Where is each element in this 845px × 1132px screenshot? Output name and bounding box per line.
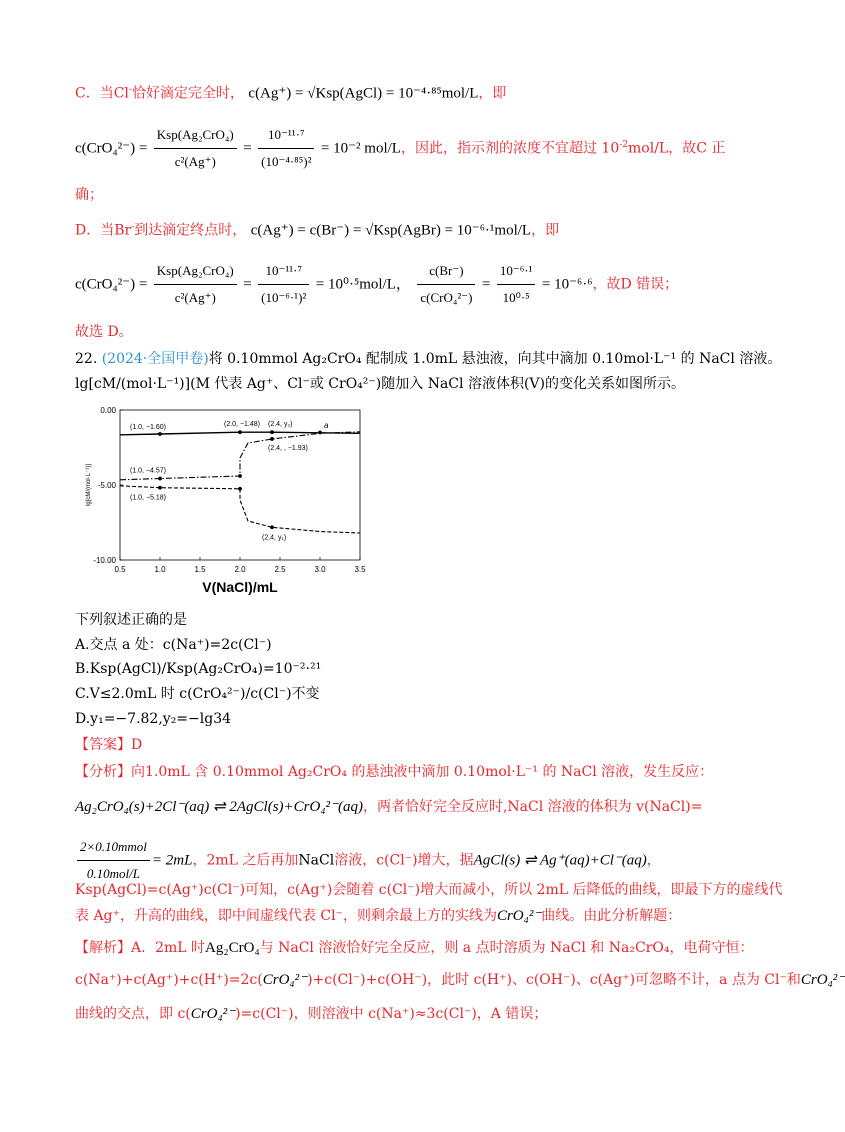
y-tick-label: -5.00 — [97, 481, 116, 490]
equation: c(Ag⁺) = c(Br⁻) = √Ksp(AgBr) = 10⁻⁶·¹mol/L — [250, 222, 532, 239]
question-number: 22. — [75, 351, 98, 367]
series-line-dashed — [120, 486, 360, 533]
explain-line1 — [75, 938, 753, 958]
option-c-end: 确； — [75, 187, 103, 203]
equation-rhs: = 10⁻⁶·⁶ — [541, 276, 593, 293]
fraction — [497, 258, 536, 311]
explain-line2 — [75, 970, 845, 990]
option-d-equation-line: c(CrO₄²⁻) = $\frac{\text{Ksp(Ag₂CrO₄)}}{\text{c²(Ag⁺)}}$ = $\frac{\text{10⁻¹¹·⁷}}{\text{(10⁻⁶·¹)²}}$ = 10⁰·⁵mol/L， $\frac{c(Br^-)}{\text{c(CrO₄²⁻)}}$ = $\frac{\text{10⁻⁶·¹}}{\text{10⁰·⁵}}$ = 10⁻⁶·⁶，故D 错误； — [75, 258, 678, 311]
question-22-line2: lg[cM/(mol·L⁻¹)](M 代表 Ag⁺、Cl⁻或 CrO₄²⁻)随加入 NaCl 溶液体积(V)的变化关系如图所示。 — [75, 376, 685, 392]
text: A．2mL 时 — [131, 940, 206, 956]
text: )+c(Cl⁻)+c(OH⁻)，此时 c(H⁺)、c(OH⁻)、c(Ag⁺)可忽略不计，a 点为 Cl⁻和 — [307, 972, 801, 988]
option-c: C.V≤2.0mL 时 c(CrO₄²⁻)/c(Cl⁻)不变 — [75, 686, 320, 702]
superscript: - — [131, 222, 135, 232]
text: NaCl — [298, 852, 335, 869]
equation: CrO₄²⁻ — [262, 972, 308, 988]
data-point — [270, 430, 274, 434]
data-label: (2.4, y₁) — [262, 534, 287, 542]
data-point — [158, 477, 162, 481]
analysis-line2 — [75, 797, 702, 817]
data-label: (2.4, y₂) — [268, 421, 293, 429]
choose-line: 故选 D。 — [75, 324, 133, 340]
text: 表 Ag⁺，升高的曲线，即中间虚线代表 Cl⁻，则剩余最上方的实线为 — [75, 908, 497, 924]
numerator: 10⁻¹¹·⁷ — [258, 122, 314, 149]
y-tick-label: 0.00 — [100, 406, 116, 415]
x-tick-label: 2.0 — [234, 565, 246, 574]
superscript: -2 — [619, 139, 629, 150]
denominator: (10⁻⁴·⁸⁵)² — [261, 154, 312, 169]
numerator: Ksp(Ag₂CrO₄) — [154, 258, 237, 285]
text: ，即 — [531, 222, 560, 239]
text: )=c(Cl⁻)，则溶液中 c(Na⁺)≈3c(Cl⁻)，A 错误； — [235, 1006, 548, 1022]
question-text: 将 0.10mmol Ag₂CrO₄ 配制成 1.0mL 悬浊液，向其中滴加 0.10mol·L⁻¹ 的 NaCl 溶液。 — [208, 351, 782, 367]
data-point — [270, 437, 274, 441]
numerator: 10⁻⁶·¹ — [497, 258, 536, 285]
equation-lhs: c(CrO₄²⁻) = — [75, 276, 148, 293]
text: 向1.0mL 含 0.10mmol Ag₂CrO₄ 的悬浊液中滴加 0.10mol·L⁻¹ 的 NaCl 溶液，发生反应： — [131, 764, 714, 780]
x-tick-label: 3.5 — [354, 565, 366, 574]
data-label: (2.4, , −1.93) — [268, 444, 308, 452]
text: ， — [646, 852, 661, 869]
option-c-analysis-line — [75, 80, 506, 104]
data-label: (1.0, −5.18) — [130, 494, 166, 502]
text: C．当Cl — [75, 85, 129, 102]
numerator: c(Br⁻) — [417, 258, 475, 285]
equation-rhs: = 10⁻² mol/L — [320, 140, 401, 157]
explain-line3 — [75, 1004, 547, 1024]
equation: AgCl(s) ⇌ Ag⁺(aq)+Cl⁻(aq) — [473, 852, 647, 869]
x-tick-label: 2.5 — [274, 565, 286, 574]
equation: CrO₄²⁻ — [496, 908, 542, 924]
fraction — [417, 258, 475, 311]
text: ，两者恰好完全反应时,NaCl 溶液的体积为 v(NaCl)= — [362, 799, 703, 815]
option-d-analysis-line — [75, 217, 559, 241]
option-c-equation-line: c(CrO₄²⁻) = $\frac{\text{Ksp(Ag₂CrO₄)}}{\text{c²(Ag⁺)}}$ = $\frac{\text{10⁻¹¹·⁷}}{\text{(10⁻⁴·⁸⁵)²}}$ = 10⁻² mol/L，因此，指示剂的浓度不宜超过 $10^{-2}mol/L$，故C 正 — [75, 122, 725, 175]
data-point — [318, 431, 322, 435]
answer-label: 【答案】 — [75, 737, 131, 753]
denominator: (10⁻⁶·¹)² — [261, 290, 307, 305]
denominator: c(CrO₄²⁻) — [420, 290, 473, 305]
y-tick-label: -10.00 — [93, 556, 116, 565]
option-b: B.Ksp(AgCl)/Ksp(Ag₂CrO₄)=10⁻²·²¹ — [75, 661, 322, 677]
text: 到达滴定终点时， — [134, 222, 247, 239]
numerator: 2×0.10mmol — [77, 834, 150, 861]
options-intro: 下列叙述正确的是 — [75, 612, 187, 628]
x-tick-label: 3.0 — [314, 565, 326, 574]
text: D．当Br — [75, 222, 132, 239]
question-source: (2024·全国甲卷) — [101, 351, 209, 367]
data-point — [158, 432, 162, 436]
fraction — [154, 258, 237, 311]
answer-value: D — [131, 737, 143, 753]
text: mol/L，故C 正 — [628, 140, 726, 157]
x-tick-label: 1.5 — [194, 565, 206, 574]
option-a: A.交点 a 处：c(Na⁺)=2c(Cl⁻) — [75, 637, 272, 653]
y-axis-label: lg[cM/(mol·L⁻¹)] — [86, 464, 92, 506]
data-point — [270, 525, 274, 529]
text: 曲线的交点，即 c( — [75, 1006, 191, 1022]
text: 与 NaCl 溶液恰好完全反应，则 a 点时溶质为 NaCl 和 Na₂CrO₄，电荷守恒： — [259, 940, 754, 956]
data-label: (2.0, −1.48) — [224, 421, 260, 429]
text: 溶液，c(Cl⁻)增大，据 — [334, 852, 474, 869]
analysis-label: 【分析】 — [75, 764, 131, 780]
data-point — [238, 430, 242, 434]
equation: Ag₂CrO₄(s)+2Cl⁻(aq) ⇌ 2AgCl(s)+CrO₄²⁻(aq) — [75, 799, 363, 815]
superscript: - — [128, 85, 132, 95]
denominator: 0.10mol/L — [86, 866, 140, 881]
text: ，故D 错误； — [592, 276, 679, 293]
text: ，2mL 之后再加 — [192, 852, 299, 869]
data-label: (1.0, −1.60) — [130, 424, 166, 431]
text: ，因此，指示剂的浓度不宜超过 10 — [400, 140, 620, 157]
fraction — [258, 258, 309, 311]
text: 恰好滴定完全时， — [131, 85, 244, 102]
x-tick-label: 0.5 — [114, 565, 126, 574]
equation: Ag₂CrO₄ — [205, 940, 260, 956]
numerator: Ksp(Ag₂CrO₄) — [154, 122, 237, 149]
equation-rhs: = 10⁰·⁵mol/L， — [315, 276, 411, 293]
denominator: c²(Ag⁺) — [174, 290, 216, 305]
fraction — [154, 122, 237, 175]
question-22-line1 — [75, 349, 781, 369]
data-point — [158, 486, 162, 490]
annotation-a: a — [324, 421, 329, 430]
text: c(Na⁺)+c(Ag⁺)+c(H⁺)=2c( — [75, 972, 263, 988]
numerator: 10⁻¹¹·⁷ — [258, 258, 309, 285]
analysis-line1 — [75, 762, 713, 782]
equation: CrO₄²⁻ — [190, 1006, 236, 1022]
text: 曲线。由此分析解题： — [541, 908, 682, 924]
equation: c(Ag⁺) = √Ksp(AgCl) = 10⁻⁴·⁸⁵mol/L — [248, 85, 479, 102]
denominator: c²(Ag⁺) — [174, 154, 216, 169]
x-axis-label: V(NaCl)/mL — [202, 579, 278, 595]
data-point — [238, 474, 242, 478]
analysis-line5 — [75, 906, 681, 926]
option-d: D.y₁=−7.82,y₂=−lg34 — [75, 711, 232, 727]
question-chart — [78, 398, 378, 598]
data-label: (1.0, −4.57) — [130, 467, 166, 475]
denominator: 10⁰·⁵ — [502, 290, 530, 305]
data-point — [238, 487, 242, 491]
analysis-line4: Ksp(AgCl)=c(Ag⁺)c(Cl⁻)可知，c(Ag⁺)会随着 c(Cl⁻)增大而减小，所以 2mL 后降低的曲线，即最下方的虚线代 — [75, 882, 783, 898]
answer-line — [75, 735, 142, 755]
equation: = 2mL — [151, 852, 193, 869]
explain-label: 【解析】 — [75, 940, 131, 956]
text: ，即 — [478, 85, 507, 102]
x-tick-label: 1.0 — [154, 565, 166, 574]
equation: CrO₄²⁻ — [800, 972, 845, 988]
fraction — [258, 122, 314, 175]
equation-lhs: c(CrO₄²⁻) = — [75, 140, 148, 157]
